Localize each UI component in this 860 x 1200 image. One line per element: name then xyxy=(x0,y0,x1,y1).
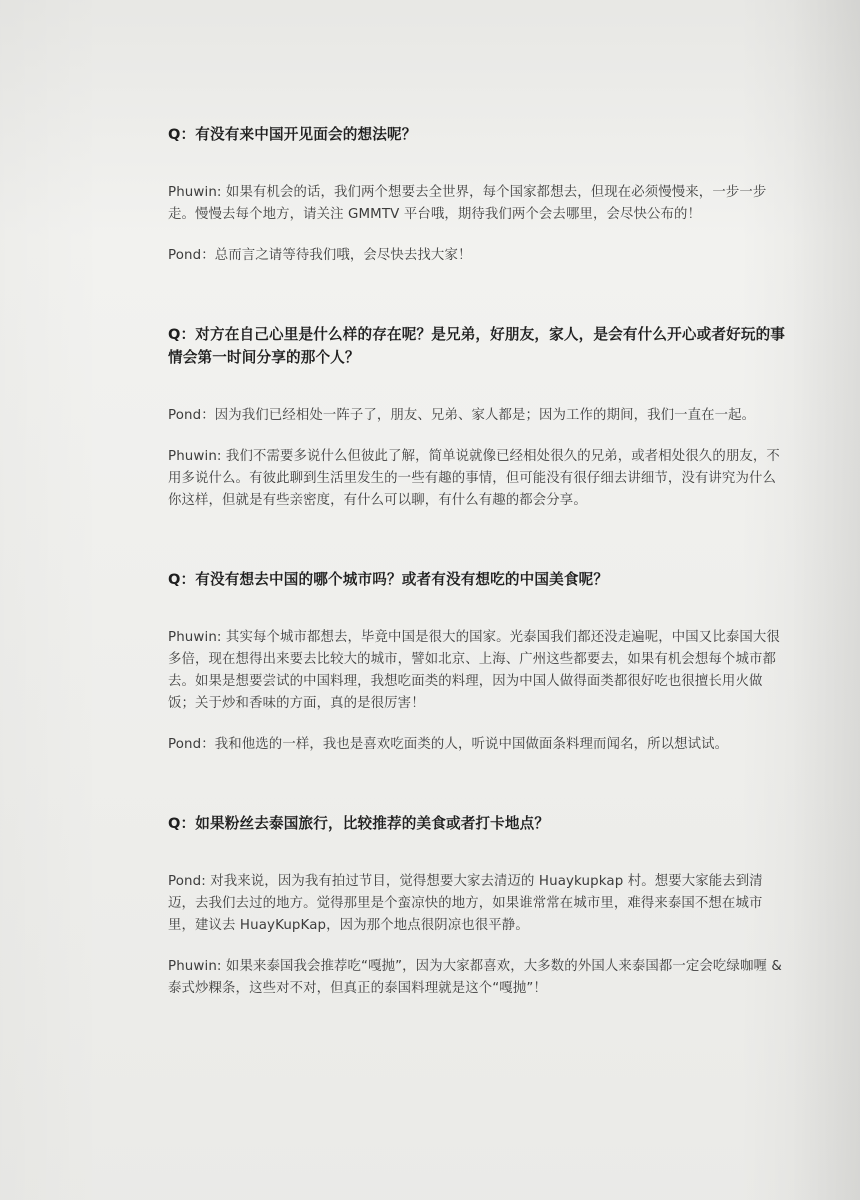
qa-section-3 xyxy=(168,568,788,756)
answer-4-1: Pond: 对我来说，因为我有拍过节目，觉得想要大家去清迈的 Huaykupkap 村。想要大家能去到清迈，去我们去过的地方。觉得那里是个蛮凉快的地方，如果谁常常在城市里，难得来泰国不想在城市里，建议去 HuayKupKap，因为那个地点很阴凉也很平静。 xyxy=(168,874,763,933)
qa-section-1 xyxy=(168,123,788,267)
answer-2-1: Pond：因为我们已经相处一阵子了，朋友、兄弟、家人都是；因为工作的期间，我们一直在一起。 xyxy=(168,408,756,423)
qa-section-2 xyxy=(168,323,788,512)
answer-1-2: Pond：总而言之请等待我们哦，会尽快去找大家！ xyxy=(168,248,472,263)
question-2: Q：对方在自己心里是什么样的存在呢？是兄弟，好朋友，家人，是会有什么开心或者好玩的事情会第一时间分享的那个人？ xyxy=(168,326,786,366)
answer-2-2: Phuwin: 我们不需要多说什么但彼此了解，简单说就像已经相处很久的兄弟，或者相处很久的朋友，不用多说什么。有彼此聊到生活里发生的一些有趣的事情，但可能没有很仔细去讲细节，没有讲究为什么你这样，但就是有些亲密度，有什么可以聊，有什么有趣的都会分享。 xyxy=(168,449,780,508)
answer-3-1: Phuwin: 其实每个城市都想去，毕竟中国是很大的国家。光泰国我们都还没走遍呢，中国又比泰国大很多倍，现在想得出来要去比较大的城市，譬如北京、上海、广州这些都要去，如果有机会想每个城市都去。如果是想要尝试的中国料理，我想吃面类的料理，因为中国人做得面类都很好吃也很擅长用火做饭；关于炒和香味的方面，真的是很厉害！ xyxy=(168,630,780,711)
answer-3-2: Pond：我和他选的一样，我也是喜欢吃面类的人，听说中国做面条料理而闻名，所以想试试。 xyxy=(168,737,729,752)
answer-1-1: Phuwin: 如果有机会的话，我们两个想要去全世界，每个国家都想去，但现在必须慢慢来，一步一步走。慢慢去每个地方，请关注 GMMTV 平台哦，期待我们两个会去哪里，会尽快公布的！ xyxy=(168,185,767,222)
question-4: Q：如果粉丝去泰国旅行，比较推荐的美食或者打卡地点？ xyxy=(168,815,550,832)
answer-4-2: Phuwin: 如果来泰国我会推荐吃“嘎抛”，因为大家都喜欢，大多数的外国人来泰国都一定会吃绿咖喱 & 泰式炒粿条，这些对不对，但真正的泰国料理就是这个“嘎抛”！ xyxy=(168,959,782,996)
interview-content xyxy=(168,123,788,1000)
question-3: Q：有没有想去中国的哪个城市吗？或者有没有想吃的中国美食呢？ xyxy=(168,571,609,588)
qa-section-4 xyxy=(168,812,788,1000)
question-1: Q：有没有来中国开见面会的想法呢？ xyxy=(168,126,417,143)
